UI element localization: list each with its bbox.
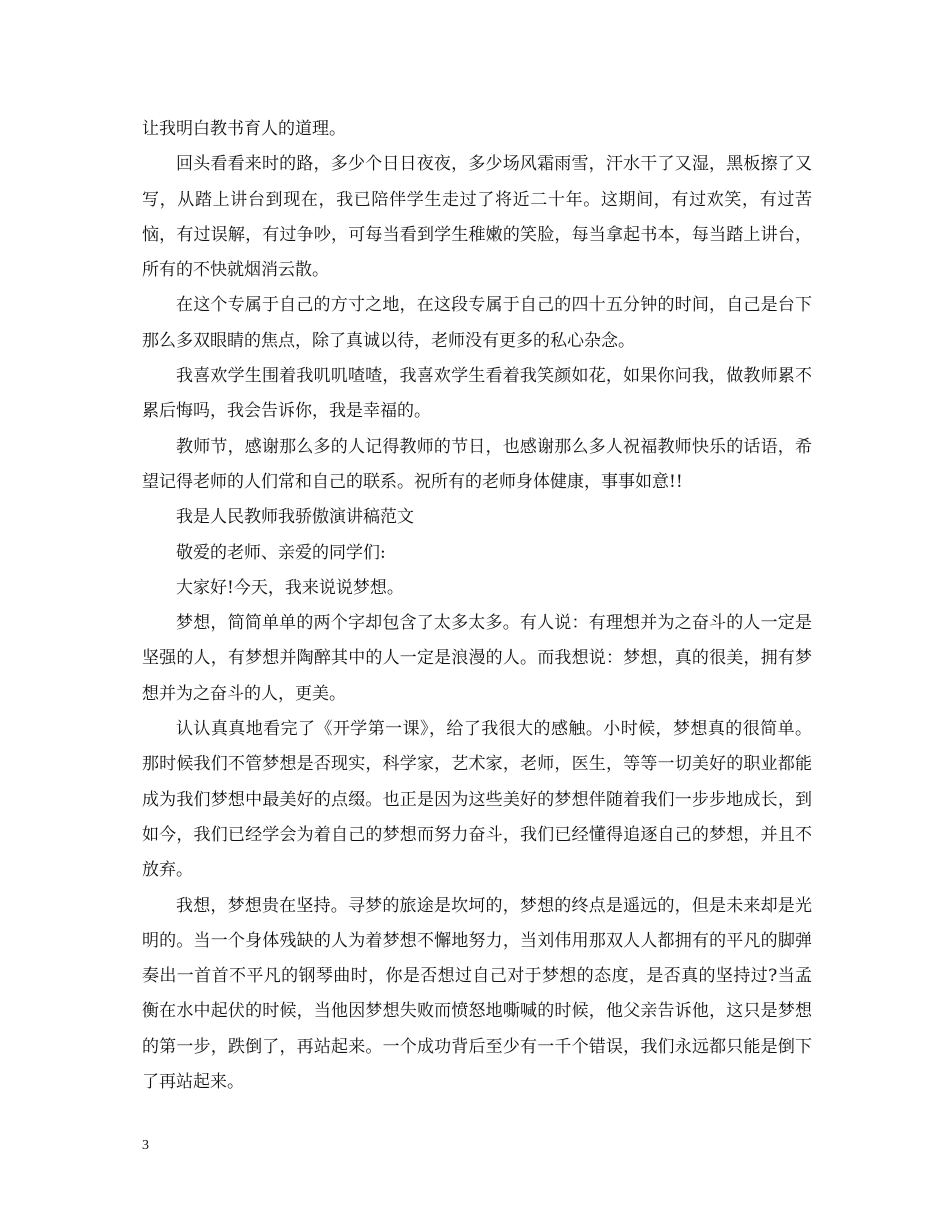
paragraph: 我想，梦想贵在坚持。寻梦的旅途是坎坷的，梦想的终点是遥远的，但是未来却是光明的。当一个身体残缺的人为着梦想不懈地努力，当刘伟用那双人人都拥有的平凡的脚弹奏出一首首不平凡的钢琴曲时，你是否想过自己对于梦想的态度，是否真的坚持过?当孟衡在水中起伏的时候，当他因梦想失败而愤怒地嘶喊的时候，他父亲告诉他，这只是梦想的第一步，跌倒了，再站起来。一个成功背后至少有一千个错误，我们永远都只能是倒下了再站起来。 — [142, 895, 812, 1093]
body-text — [142, 112, 812, 1100]
paragraph: 大家好!今天，我来说说梦想。 — [176, 577, 404, 598]
paragraph: 回头看看来时的路，多少个日日夜夜，多少场风霜雨雪，汗水干了又湿，黑板擦了又写，从踏上讲台到现在，我已陪伴学生走过了将近二十年。这期间，有过欢笑，有过苦恼，有过误解，有过争吵，可每当看到学生稚嫩的笑脸，每当拿起书本，每当踏上讲台，所有的不快就烟消云散。 — [142, 154, 812, 281]
paragraph: 认认真真地看完了《开学第一课》，给了我很大的感触。小时候，梦想真的很简单。那时候我们不管梦想是否现实，科学家，艺术家，老师，医生，等等一切美好的职业都能成为我们梦想中最美好的点缀。也正是因为这些美好的梦想伴随着我们一步步地成长，到如今，我们已经学会为着自己的梦想而努力奋斗，我们已经懂得追逐自己的梦想，并且不放弃。 — [142, 719, 812, 881]
salutation: 敬爱的老师、亲爱的同学们: — [176, 542, 386, 563]
paragraph: 教师节，感谢那么多的人记得教师的节日，也感谢那么多人祝福教师快乐的话语，希望记得老师的人们常和自己的联系。祝所有的老师身体健康，事事如意!! — [142, 436, 812, 492]
paragraph: 我喜欢学生围着我叽叽喳喳，我喜欢学生看着我笑颜如花，如果你问我，做教师累不累后悔吗，我会告诉你，我是幸福的。 — [142, 366, 812, 422]
page-number: 3 — [142, 1138, 149, 1153]
section-title: 我是人民教师我骄傲演讲稿范文 — [176, 507, 414, 528]
paragraph: 让我明白教书育人的道理。 — [142, 119, 346, 139]
paragraph: 在这个专属于自己的方寸之地，在这段专属于自己的四十五分钟的时间，自己是台下那么多双眼睛的焦点，除了真诚以待，老师没有更多的私心杂念。 — [142, 295, 812, 351]
paragraph: 梦想，简简单单的两个字却包含了太多太多。有人说：有理想并为之奋斗的人一定是坚强的人，有梦想并陶醉其中的人一定是浪漫的人。而我想说：梦想，真的很美，拥有梦想并为之奋斗的人，更美。 — [142, 613, 812, 704]
